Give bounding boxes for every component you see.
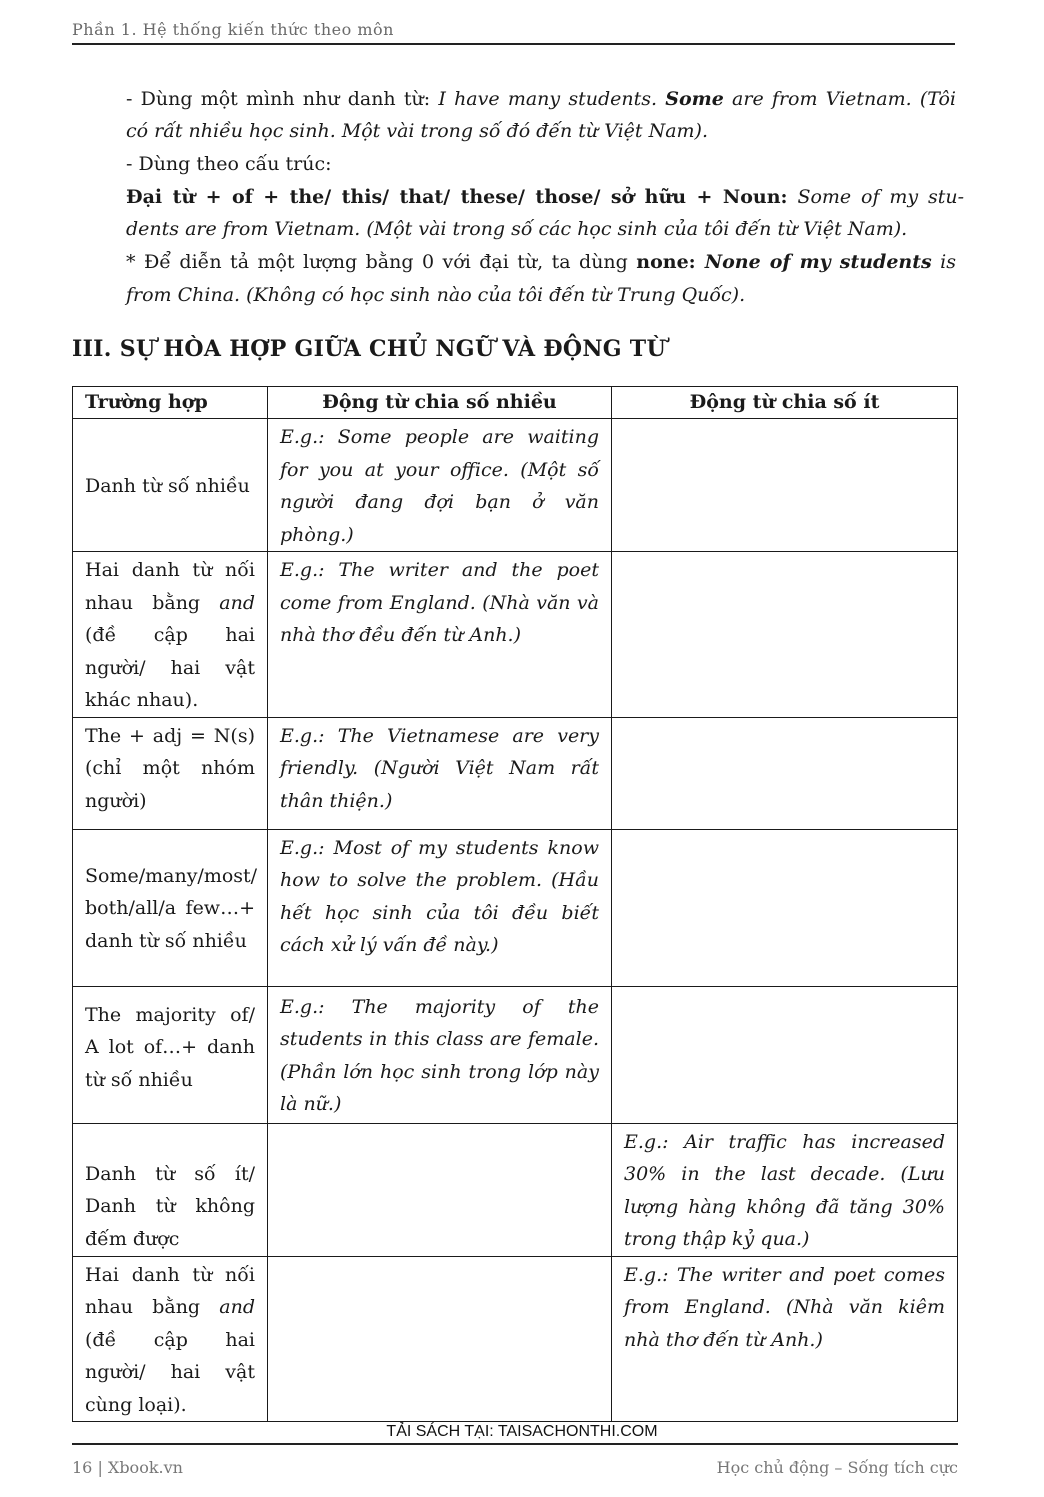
table-row <box>73 1123 958 1256</box>
case-cell: The + adj = N(s) (chỉ một nhóm người) <box>73 717 268 829</box>
case-emphasis: and <box>219 1296 255 1318</box>
footer-slogan: Học chủ động – Sống tích cực <box>716 1458 958 1477</box>
intro-example: I have many students. <box>438 88 666 110</box>
singular-example <box>612 986 958 1123</box>
intro-text: * Để diễn tả một lượng bằng 0 với đại từ, ta dùng <box>126 251 637 273</box>
plural-example: E.g.: The writer and the poet come from England. (Nhà văn và nhà thơ đều đến từ Anh.) <box>268 552 612 718</box>
column-header: Động từ chia số nhiều <box>268 387 612 419</box>
table-row <box>73 419 958 552</box>
case-cell <box>73 1256 268 1422</box>
case-text: (đề cập hai người/ hai vật khác nhau). <box>85 624 255 711</box>
intro-line-2 <box>126 115 956 147</box>
intro-emphasis: Some <box>665 88 724 110</box>
singular-example <box>612 552 958 718</box>
plural-example: E.g.: The Vietnamese are very friendly. (Người Việt Nam rất thân thiện.) <box>268 717 612 829</box>
table-row <box>73 717 958 829</box>
plural-example: E.g.: Most of my students know how to solve the problem. (Hầu hết học sinh của tôi đều biết cách xử lý vấn đề này.) <box>268 829 612 986</box>
singular-example: E.g.: The writer and poet comes from England. (Nhà văn kiêm nhà thơ đến từ Anh.) <box>612 1256 958 1422</box>
case-emphasis: and <box>219 591 255 614</box>
table-row <box>73 1256 958 1422</box>
intro-line-5 <box>126 213 956 245</box>
intro-example: có rất nhiều học sinh. Một vài trong số đó đến từ Việt Nam). <box>126 120 709 142</box>
plural-example: E.g.: Some people are waiting for you at your office. (Một số người đang đợi bạn ở văn phòng.) <box>268 419 612 552</box>
singular-example <box>612 717 958 829</box>
plural-example <box>268 1123 612 1256</box>
case-text: Hai danh từ nối nhau bằng <box>85 559 255 614</box>
intro-example: is <box>931 251 957 273</box>
footer-rule <box>72 1443 958 1445</box>
source-banner: TẢI SÁCH TẠI: TAISACHONTHI.COM <box>386 1423 658 1440</box>
plural-example <box>268 1256 612 1422</box>
singular-example <box>612 829 958 986</box>
case-cell: Some/many/most/ both/all/a few…+ danh từ số nhiều <box>73 829 268 986</box>
intro-example: are from Vietnam. (Tôi <box>723 88 956 110</box>
intro-text: - Dùng một mình như danh từ: <box>126 88 439 110</box>
case-text: (đề cập hai người/ hai vật cùng loại). <box>85 1328 255 1416</box>
case-cell <box>73 552 268 718</box>
case-cell: Danh từ số ít/ Danh từ không đếm được <box>73 1123 268 1256</box>
intro-example: Some of my stu- <box>787 186 965 208</box>
intro-line-3 <box>126 148 956 180</box>
singular-example <box>612 419 958 552</box>
section-title: III. SỰ HÒA HỢP GIỮA CHỦ NGỮ VÀ ĐỘNG TỪ <box>72 336 666 362</box>
case-cell: The majority of/ A lot of…+ danh từ số nhiều <box>73 986 268 1123</box>
running-header: Phần 1. Hệ thống kiến thức theo môn <box>72 20 394 39</box>
table-header-row <box>73 387 958 419</box>
singular-example: E.g.: Air traffic has increased 30% in the last decade. (Lưu lượng hàng không đã tăng 30% trong thập kỷ qua.) <box>612 1123 958 1256</box>
column-header: Trường hợp <box>73 387 268 419</box>
intro-text: - Dùng theo cấu trúc: <box>126 153 332 175</box>
intro-example: dents are from Vietnam. (Một vài trong số các học sinh của tôi đến từ Việt Nam). <box>126 218 908 240</box>
plural-example: E.g.: The majority of the students in this class are female. (Phần lớn học sinh trong lớp này là nữ.) <box>268 986 612 1123</box>
intro-emphasis: None of my students <box>695 251 932 273</box>
case-text: Hai danh từ nối nhau bằng <box>85 1263 255 1318</box>
page-number: 16 | Xbook.vn <box>72 1458 183 1477</box>
header-rule <box>72 43 955 45</box>
intro-emphasis: none: <box>636 251 696 273</box>
intro-line-6 <box>126 246 956 278</box>
table-row <box>73 552 958 718</box>
table-row <box>73 986 958 1123</box>
case-cell: Danh từ số nhiều <box>73 419 268 552</box>
intro-line-7 <box>126 279 956 311</box>
intro-line-1 <box>126 83 956 115</box>
intro-line-4 <box>126 181 964 213</box>
intro-example: from China. (Không có học sinh nào của tôi đến từ Trung Quốc). <box>126 284 746 306</box>
table-row <box>73 829 958 986</box>
structure-formula: Đại từ + of + the/ this/ that/ these/ those/ sở hữu + Noun: <box>126 186 788 208</box>
agreement-table <box>72 386 958 1422</box>
column-header: Động từ chia số ít <box>612 387 958 419</box>
